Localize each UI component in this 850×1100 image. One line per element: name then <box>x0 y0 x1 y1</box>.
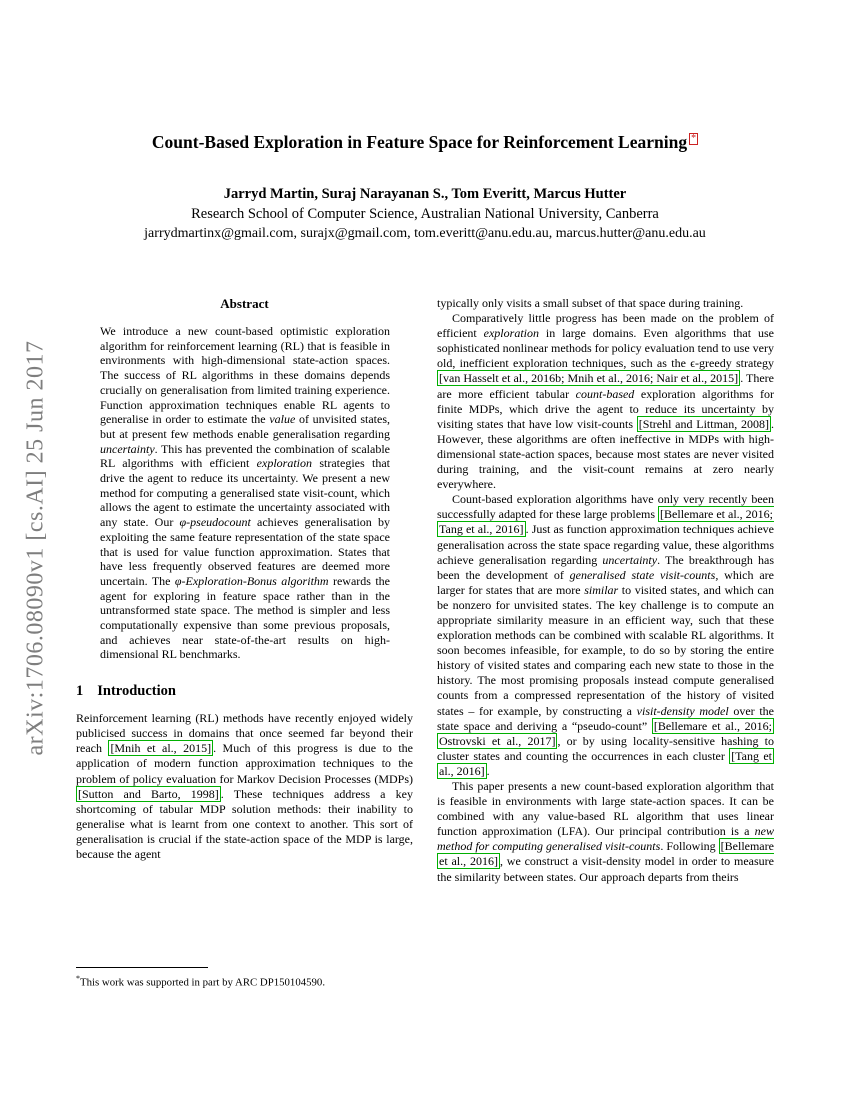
text-segment: Reinforcement learning (RL) methods have recently enjoyed widely publicised success in domains that once seemed far beyond their reach <box>76 711 413 756</box>
text-segment: in large domains. Even algorithms that use sophisticated nonlinear methods for policy evaluation tend to use very old, inefficient exploration techniques, such as the ϵ-greedy strategy <box>437 326 774 371</box>
footnote-body: This work was supported in part by ARC DP150104590. <box>80 977 326 989</box>
footnote-text <box>76 972 413 990</box>
footnote-rule <box>76 967 208 968</box>
text-segment: Count-based exploration algorithms have only very recently been successfully adapted for these large problems <box>437 492 774 522</box>
text-segment: achieves generalisation by exploiting the same feature representation of the state space that is used for value function approximation. States that have less frequently observed features are deemed more uncertain. The <box>100 515 390 588</box>
text-segment: rewards the agent for exploring in feature space rather than in the untransformed state space. The method is simpler and less computationally expensive than some previous proposals, and achieves near state-of-the-art results on high-dimensional RL benchmarks. <box>100 573 391 662</box>
right-column <box>437 296 774 990</box>
text-segment: . However, these algorithms are often ineffective in MDPs with high-dimensional state-action spaces, because most states are never visited during training, and the visit-count remains at zero nearly everywhere. <box>437 416 774 492</box>
text-segment: strategies that drive the agent to reduce its uncertainty. We present a new method for computing a generalised state visit-count, which allows the agent to estimate the uncertainty associated with any state. Our <box>100 456 390 530</box>
emphasized-text: exploration <box>256 456 312 471</box>
text-segment: This paper presents a new count-based exploration algorithm that is feasible in environments with large state-action spaces. It can be combined with any value-based RL algorithm that uses linear function approximation (LFA). Our principal contribution is a <box>437 779 774 839</box>
emphasized-text: exploration <box>483 326 539 341</box>
text-segment: over the state space and deriving a “pseudo-count” <box>437 703 774 733</box>
citation-link[interactable]: [van Hasselt et al., 2016b; Mnih et al., 2016; Nair et al., 2015] <box>439 371 739 386</box>
citation-link[interactable]: [Bellemare et al., 2016] <box>439 839 774 869</box>
affiliation-line: Research School of Computer Science, Australian National University, Canberra <box>191 206 659 222</box>
text-segment: . These techniques address a key shortcoming of tabular MDP solution methods: their inability to generalise what is learnt from one context to another. This sort of generalisation is crucial if the state-action space of the MDP is large, because the agent <box>76 786 413 862</box>
body-paragraph <box>437 492 774 779</box>
text-segment: which are larger for states that are more <box>437 567 774 597</box>
section-heading-introduction <box>76 683 413 700</box>
paper-title-text: Count-Based Exploration in Feature Space for Reinforcement Learning <box>151 132 688 152</box>
text-segment: . There are more efficient tabular <box>437 371 774 401</box>
footnote <box>76 967 413 990</box>
emphasized-text: φ-Exploration-Bonus algorithm <box>174 573 329 588</box>
paper-header <box>0 0 850 242</box>
intro-paragraph <box>76 711 413 862</box>
emphasized-text: uncertainty <box>100 441 155 456</box>
body-paragraph-continuation <box>437 296 774 311</box>
citation-link[interactable]: [Tang et al., 2016] <box>439 748 772 778</box>
citation-link[interactable]: [Bellemare et al., 2016; Tang et al., 2016] <box>439 507 774 537</box>
text-segment: Comparatively little progress has been made on the problem of efficient <box>437 311 774 341</box>
emails-line: jarrydmartinx@gmail.com, surajx@gmail.com, tom.everitt@anu.edu.au, marcus.hutter@anu.edu.au <box>144 226 706 241</box>
text-segment: We introduce a new count-based optimistic exploration algorithm for reinforcement learning (RL) that is feasible in environments with high-dimensional state-action spaces. The success of RL algorithms in these domains depends crucially on generalisation from limited training experience. Function approximation techniques enable RL agents to generalise in order to estimate the <box>100 324 390 427</box>
emphasized-text: similar <box>584 582 619 597</box>
emphasized-text: uncertainty <box>602 552 658 567</box>
citation-link[interactable]: [Bellemare et al., 2016; Ostrovski et al., 2017] <box>439 718 772 748</box>
text-segment: . The breakthrough has been the development of <box>437 552 774 582</box>
emphasized-text: count-based <box>575 386 635 401</box>
emphasized-text: visit-density model <box>636 703 729 718</box>
emphasized-text: value <box>269 412 296 427</box>
abstract-heading: Abstract <box>220 296 269 311</box>
text-segment: . <box>486 763 490 778</box>
body-paragraph <box>437 311 774 492</box>
paper-title <box>0 132 850 153</box>
citation-link[interactable]: [Mnih et al., 2015] <box>110 741 212 756</box>
text-segment: , we construct a visit-density model in order to measure the similarity between states. Our approach departs from theirs <box>437 854 774 884</box>
text-segment: . This has prevented the combination of scalable RL algorithms with efficient <box>100 441 390 471</box>
authors-line: Jarryd Martin, Suraj Narayanan S., Tom Everitt, Marcus Hutter <box>223 186 627 202</box>
text-segment: exploration algorithms for finite MDPs, which drive the agent to reduce its uncertainty by visiting states that have low visit-counts <box>437 386 774 431</box>
section-title: Introduction <box>97 683 176 700</box>
text-segment: . Just as function approximation techniques achieve generalisation across the state space regarding value, these algorithms achieve generalisation regarding <box>437 522 774 567</box>
text-segment: of unvisited states, but at present few methods enable generalisation regarding <box>100 412 390 441</box>
citation-link[interactable]: [Strehl and Littman, 2008] <box>638 416 769 431</box>
text-segment: . Following <box>660 839 719 854</box>
text-segment: typically only visits a small subset of that space during training. <box>437 296 744 310</box>
footnote-marker: * <box>76 974 80 984</box>
text-segment: . Much of this progress is due to the application of modern function approximation techniques to the problem of policy evaluation for Markov Decision Processes (MDPs) <box>76 741 413 786</box>
section-number: 1 <box>76 683 84 700</box>
body-paragraph <box>437 779 774 885</box>
abstract-paragraph <box>100 324 390 662</box>
emphasized-text: φ-pseudocount <box>179 515 251 530</box>
title-footnote-link[interactable]: * <box>691 133 697 144</box>
emphasized-text: generalised state visit-counts, <box>569 567 719 582</box>
two-column-body <box>76 296 774 990</box>
citation-link[interactable]: [Sutton and Barto, 1998] <box>78 786 219 801</box>
text-segment: , or by using locality-sensitive hashing to cluster states and counting the occurrences in each cluster <box>437 733 774 763</box>
text-segment: to visited states, and which can be nonzero for unvisited states. The key challenge is to compute an appropriate similarity measure in an efficient way, such that these exploration methods can be combined with scalable RL algorithms. It soon becomes infeasible, for example, to do so by storing the entire history of visited states and comparing each new state to those in the history. The most promising proposals instead compute generalised counts from a compressed representation of the history of visited states – for example, by constructing a <box>437 582 774 718</box>
left-column <box>76 296 413 990</box>
arxiv-watermark: arXiv:1706.08090v1 [cs.AI] 25 Jun 2017 <box>22 340 49 756</box>
emphasized-text: new method for computing generalised visit-counts <box>437 824 774 854</box>
